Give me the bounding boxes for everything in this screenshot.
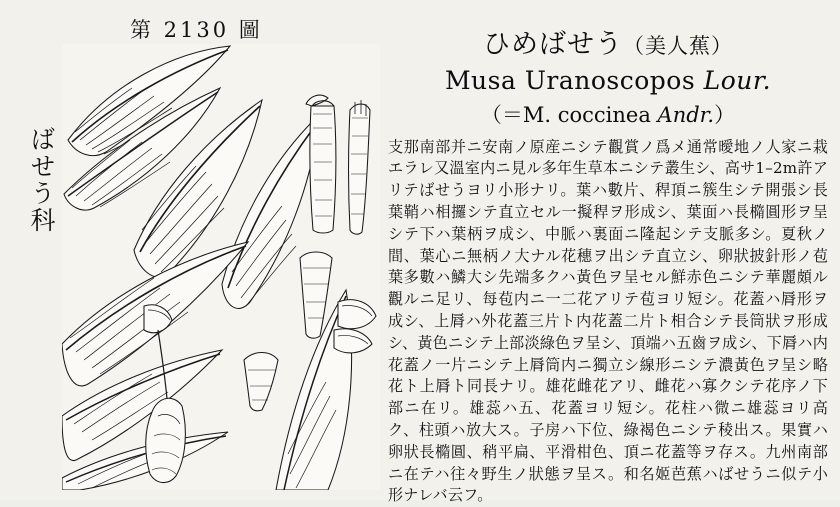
species-name-latin xyxy=(388,66,828,95)
synonym-suffix: ） xyxy=(714,102,736,127)
species-synonym xyxy=(388,99,828,129)
figure-number: 第 2130 圖 xyxy=(130,18,263,42)
species-name-japanese xyxy=(388,30,828,60)
synonym-authority: Andr. xyxy=(657,102,715,127)
synonym-prefix: （＝M. coccinea xyxy=(480,102,651,127)
family-name-vertical: ばせう科 xyxy=(27,126,56,234)
latin-authority: Lour. xyxy=(703,65,772,95)
entry-description-text: 支那南部并ニ安南ノ原産ニシテ觀賞ノ爲メ通常曖地ノ人家ニ栽エラレ又溫室内ニ見ル多年生草本ニシテ叢生シ、高サ1–2m許アリテばせうヨリ小形ナリ。葉ハ數片、稈頂ニ簇生シテ開張シ長葉鞘ハ相攞シテ直立セル一擬稈ヲ形成シ、葉面ハ長橢圓形ヲ呈シテ下ハ葉柄ヲ成シ、中脈ハ裏面ニ隆起シテ支脈多シ。夏秋ノ間、葉心ニ無柄ノ大ナル花穗ヲ出シテ直立シ、卵狀披針形ノ苞葉多數ハ鱗大シ先端多クハ黃色ヲ呈セル鮮赤色ニシテ華麗頗ル觀ルニ足リ、每苞内ニ一二花アリテ苞ヨリ短シ。花蓋ハ脣形ヲ成シ、上脣ハ外花蓋三片ト内花蓋二片ト相合シテ長筒狀ヲ形成シ、黃色ニシテ上部淡綠色ヲ呈シ、頂端ハ五齒ヲ成シ、下脣ハ内花蓋ノ一片ニシテ上脣筒内ニ獨立シ線形ニシテ濃黃色ヲ呈シ略花ト上脣ト同長ナリ。雄花雌花アリ、雌花ハ寡クシテ花序ノ下部ニ在リ。雄蕊ハ五、花蓋ヨリ短シ。花柱ハ微ニ雄蕊ヨリ高ク、柱頭ハ放大ス。子房ハ下位、綠褐色ニシテ稜出ス。果實ハ卵狀長橢圓、稍平扁、平滑柑色、頂ニ花蓋等ヲ存ス。九州南部ニ在テハ往々野生ノ狀態ヲ呈ス。和名姬芭蕉ハばせうニ似テ小形ナレバ云フ。 xyxy=(388,137,828,505)
species-name-ja-main: ひめばせう xyxy=(483,29,623,60)
entry-description xyxy=(388,137,828,507)
latin-binomial: Musa Uranoscopos xyxy=(444,65,696,95)
botanical-illustration xyxy=(62,44,380,490)
species-name-ja-alt: （美人蕉） xyxy=(623,34,733,58)
entry-text-column xyxy=(388,29,828,505)
illustration-svg xyxy=(62,44,380,490)
